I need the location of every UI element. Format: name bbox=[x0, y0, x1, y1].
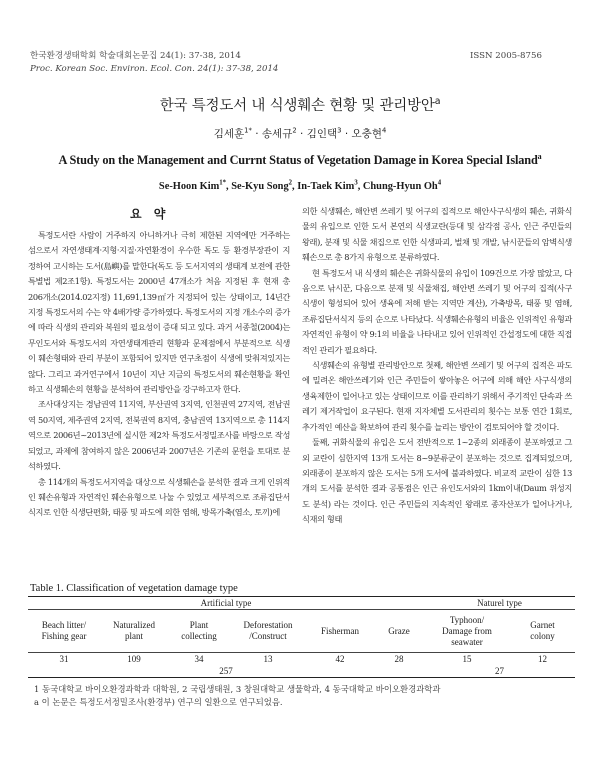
column-header: Typhoon/ Damage from seawater bbox=[424, 610, 510, 653]
column-header: Naturalized plant bbox=[100, 610, 168, 653]
group-header-natural: Naturel type bbox=[424, 597, 575, 610]
column-header-row bbox=[28, 610, 575, 653]
damage-type-table bbox=[28, 596, 575, 678]
paragraph: 의한 식생훼손, 해안변 쓰레기 및 어구의 집적으로 해안사구식생의 훼손, 귀화식물의 유입으로 인한 도서 본연의 식생교란(등대 및 삼각점 공사, 인근 주민들의 왕래), 분재 및 식물 채집으로 인한 식생파괴, 벌채 및 개발, 낚시꾼들의 암벽식생훼손으로 총 8가지 유형으로 분류하였다. bbox=[302, 206, 572, 263]
table-cell: 31 bbox=[59, 654, 69, 664]
table-total-row bbox=[28, 665, 575, 678]
artificial-total: 257 bbox=[28, 665, 424, 678]
column-header: Graze bbox=[374, 610, 424, 653]
korean-title: 한국 특정도서 내 식생훼손 현황 및 관리방안$^a$ bbox=[159, 96, 441, 114]
paragraph: 식생훼손의 유형별 관리방안으로 첫째, 해안변 쓰레기 및 어구의 집적은 파도에 밀려온 해안쓰레기와 인근 주민들이 쌓아놓은 어구에 의해 해안 사구식생의 생육제한이 일어나고 있는 상태이므로 이를 관리하기 위해서 주기적인 단속과 쓰레기 제거작업이 요구된다. 현재 지자체별 도서관리의 횟수는 보통 연간 1회로, 추가적인 예산을 확보하여 관리 횟수를 늘리는 방안이 검토되어야 할 것이다. bbox=[302, 360, 572, 432]
paragraph: 둘째, 귀화식물의 유입은 도서 전반적으로 1~2종의 외래종이 분포하였고 그 외 교란이 심한지역 13개 도서는 8~9분류군이 분포하는 것으로 집계되었으며, 외래종이 분포하지 않은 도서는 5개 도서에 불과하였다. 비교적 교란이 심한 13개의 도서를 분석한 결과 공통점은 인근 유인도서와의 1km이내(Daum 위성지도 분석) 라는 것이다. 인근 주민들의 지속적인 왕래로 종자산포가 일어나거나, 식재의 형태 bbox=[302, 437, 572, 525]
funding-footnote: a 이 논문은 특정도서정밀조사(환경부) 연구의 일환으로 연구되었음. bbox=[34, 697, 283, 707]
column-header: Deforestation /Construct bbox=[230, 610, 306, 653]
column-header: Garnet colony bbox=[510, 610, 575, 653]
affiliation-footnote: 1 동국대학교 바이오환경과학과 대학원, 2 국립생태원, 3 창원대학교 생물학과, 4 동국대학교 바이오환경과학과 bbox=[34, 684, 441, 694]
table-cell: 12 bbox=[538, 654, 547, 664]
left-column bbox=[28, 228, 290, 521]
natural-total: 27 bbox=[424, 665, 575, 678]
column-header: Fisherman bbox=[306, 610, 374, 653]
table-cell: 13 bbox=[263, 654, 273, 664]
column-header: Plant collecting bbox=[168, 610, 230, 653]
journal-header-korean: 한국환경생태학회 학술대회논문집 24(1): 37-38, 2014 bbox=[30, 51, 241, 61]
column-header: Beach litter/ Fishing gear bbox=[28, 610, 100, 653]
table-cell: 28 bbox=[394, 654, 404, 664]
journal-header-english: Proc. Korean Soc. Environ. Ecol. Con. 24(1): 37-38, 2014 bbox=[30, 64, 279, 74]
group-header-artificial: Artificial type bbox=[28, 597, 424, 610]
english-authors: Se-Hoon Kim$^{1*}$, Se-Kyu Song$^2$, In-Taek Kim$^3$, Chung-Hyun Oh$^4$ bbox=[158, 179, 442, 192]
paragraph: 현 특정도서 내 식생의 훼손은 귀화식물의 유입이 109건으로 가장 많았고, 다음으로 낚시꾼, 다음으로 분재 및 식물채집, 해안변 쓰레기 및 어구의 집적(사구식생이 형성되어 있어 생육에 저해 받는 지역만 계산), 가축방목, 태풍 및 염해, 조류집단서식지 등의 순으로 나타났다. 식생훼손유형의 비율은 인위적인 유형과 자연적인 유형이 약 9:1의 비율을 나타내고 있어 인위적인 간섭정도에 대한 직접적인 관리가 필요하다. bbox=[302, 267, 572, 355]
abstract-heading: 요 약 bbox=[130, 207, 170, 221]
korean-authors: 김세훈$^{1*}$ · 송세규$^2$ · 김인택$^3$ · 오충현$^4$ bbox=[213, 126, 387, 140]
paragraph: 총 114개의 특정도서지역을 대상으로 식생훼손을 분석한 결과 크게 인위적인 훼손유형과 자연적인 훼손유형으로 나눌 수 있었고 세부적으로 조류집단서식지로 인한 식생단편화, 태풍 및 파도에 의한 염해, 방목가축(염소, 토끼)에 bbox=[28, 476, 290, 518]
english-title: A Study on the Management and Currnt Status of Vegetation Damage in Korea Special Island$^a$ bbox=[58, 151, 542, 167]
paragraph: 특정도서란 사람이 거주하지 아니하거나 극히 제한된 지역에만 거주하는 섬으로서 자연생태계·지형·지질·자연환경이 우수한 독도 등 환경부장관이 지정하여 고시하는 도서(島嶼)를 말한다(독도 등 도서지역의 생태계 보전에 관한 특별법 제2조1항). 특정도서는 2000년 47개소가 처음 지정된 후 현재 총 206개소(2014.02지정) 11,691,139㎡가 지정되어 있는 상태이고, 14년간 지정 특정도서의 수는 약 4배가량 증가하였다. 특정도서의 지정 개소수의 증가에 따라 식생의 관리와 복원의 필요성이 증대 되고 있다. 과거 서종철(2004)는 무인도서와 특정도서의 자연생태계관리 현황과 문제점에서 부분적으로 식생이 훼손형태와 관리 부분이 포함되어 있지만 연구초점이 식생에 맞춰져있지는 않다. 그리고 과거연구에서 10년이 지난 지금의 특정도서의 훼손현황을 확인하고 식생훼손의 현황을 분석하여 관리방안을 강구하고자 한다. bbox=[28, 230, 290, 395]
table-cell: 42 bbox=[335, 654, 345, 664]
table-row bbox=[28, 653, 575, 666]
paragraph: 조사대상지는 경남권역 11지역, 부산권역 3지역, 인천권역 27지역, 전남권역 50지역, 제주권역 2지역, 전북권역 8지역, 충남권역 13지역으로 총 114지역으로 2006년~2013년에 실시한 제2차 특정도서정밀조사를 바탕으로 작성되었고, 과제에 참여하지 않은 2006년과 2007년은 기존의 문헌을 토대로 분석하였다. bbox=[28, 399, 290, 472]
table-cell: 15 bbox=[462, 654, 472, 664]
right-column bbox=[302, 204, 572, 528]
table-cell: 34 bbox=[194, 654, 204, 664]
issn-label: ISSN 2005-8756 bbox=[470, 51, 542, 61]
table-cell: 109 bbox=[127, 654, 141, 664]
table-caption: Table 1. Classification of vegetation damage type bbox=[30, 583, 238, 594]
